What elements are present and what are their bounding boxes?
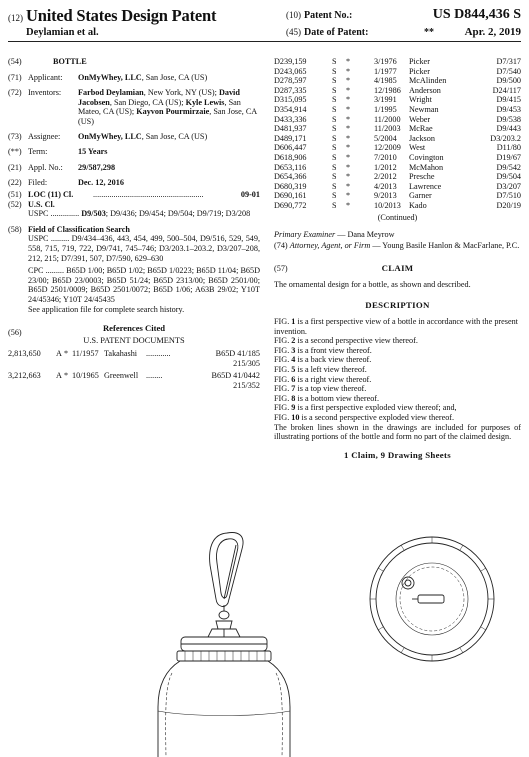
cited-reference-row: [274, 57, 521, 67]
fig-number: 9: [291, 403, 296, 413]
cited-class: D9/500: [496, 76, 521, 86]
cpc-label: CPC: [28, 266, 44, 276]
fig-number: 5: [291, 365, 296, 375]
cited-star: *: [346, 172, 351, 182]
figure-description: [274, 346, 521, 356]
cited-kind: S: [332, 85, 337, 95]
cited-class: D20/19: [496, 200, 521, 210]
inventor-3-loc: , San Mateo, CA (US);: [78, 97, 241, 117]
cited-class: D7/510: [496, 191, 521, 201]
assignee-label: Assignee:: [28, 131, 61, 141]
cited-date: 10/2013: [374, 200, 401, 210]
uspc-rest: ; D9/436; D9/454; D9/504; D9/719; D3/208: [105, 209, 251, 219]
cited-date: 2/2012: [374, 172, 397, 182]
term-value: 15 Years: [78, 147, 108, 157]
cited-date: 4/1985: [374, 76, 397, 86]
cited-name: Picker: [409, 57, 430, 66]
patent-number-label: Patent No.:: [304, 10, 353, 21]
loc-value: 09-01: [240, 189, 260, 199]
right-column: [274, 57, 521, 466]
search-label: Field of Classification Search: [28, 224, 130, 234]
figure-description: [274, 317, 521, 336]
figure-descriptions: [274, 317, 521, 423]
cited-reference-row: [274, 67, 521, 77]
header-inventors: Deylamian et al.: [26, 27, 99, 38]
cited-star: *: [346, 152, 351, 162]
field-loc: [8, 190, 260, 200]
cited-date: 5/2004: [374, 133, 397, 143]
cited-number: D481,937: [274, 124, 307, 134]
cited-star: *: [346, 162, 351, 172]
doc-kind-code: (12): [8, 13, 23, 23]
claim-block: [274, 264, 521, 289]
cited-name: Garner: [409, 191, 432, 201]
cited-star: *: [346, 76, 351, 86]
bottle-design-drawing: [150, 525, 522, 757]
cited-name: Covington: [409, 152, 444, 162]
search-history-note: See application file for complete search history.: [28, 305, 185, 315]
cited-star: *: [346, 181, 351, 191]
cited-number: D278,597: [274, 76, 307, 86]
cited-star: *: [346, 143, 351, 153]
fig-text: is a bottom view thereof.: [295, 393, 380, 403]
cited-date: 12/2009: [374, 143, 401, 153]
reference-class-secondary: 215/352: [233, 381, 260, 391]
cited-name: McAlinden: [409, 76, 447, 86]
uspc-main: D9/503: [81, 209, 106, 219]
loc-label: LOC (11) Cl.: [28, 189, 74, 199]
cited-kind: S: [332, 95, 337, 105]
patent-number-row: [286, 7, 521, 22]
design-title: BOTTLE: [53, 57, 87, 66]
reference-class-secondary: 215/305: [233, 358, 260, 368]
cited-star: *: [346, 200, 351, 210]
cited-class: D9/538: [496, 114, 521, 124]
cited-class: D9/443: [496, 124, 521, 134]
field-title: [8, 57, 260, 67]
header-rule: [8, 41, 521, 42]
cited-name: Picker: [409, 66, 430, 76]
date-row: [286, 27, 521, 38]
patent-date: Apr. 2, 2019: [464, 26, 521, 38]
cited-class: D11/80: [496, 143, 521, 153]
filed-date: Dec. 12, 2016: [78, 178, 124, 188]
search-uspc-dots: .........: [50, 234, 70, 244]
field-uscl: [8, 200, 260, 210]
cited-date: 9/2013: [374, 191, 397, 201]
term-label: Term:: [28, 147, 48, 157]
cited-date: 3/1976: [374, 57, 397, 66]
fig-number: 7: [291, 384, 296, 394]
figure-description: [274, 355, 521, 365]
claim-text: The ornamental design for a bottle, as shown and described.: [274, 279, 471, 289]
loc-dots: ......................................................: [93, 189, 204, 199]
examiner-label: Primary Examiner: [274, 230, 336, 240]
cited-name: Anderson: [409, 85, 441, 95]
cited-class: D7/540: [496, 66, 521, 76]
cited-date: 12/1986: [374, 85, 401, 95]
cited-kind: S: [332, 114, 337, 124]
cited-number: D354,914: [274, 104, 307, 114]
examiner-line: [274, 230, 521, 240]
fig-text: is a second perspective exploded view thereof.: [299, 413, 455, 422]
assignee-name: OnMyWhey, LLC: [78, 131, 142, 141]
code-51: (51): [8, 189, 22, 199]
applicant-label: Applicant:: [28, 72, 63, 82]
attorney-label: Attorney, Agent, or Firm: [289, 240, 371, 250]
filed-label: Filed:: [28, 178, 48, 188]
code-71: (71): [8, 72, 22, 82]
applicant-name: OnMyWhey, LLC: [78, 72, 142, 82]
cited-name: Kado: [409, 200, 427, 210]
cited-reference-row: [274, 124, 521, 134]
attorney-line: [274, 241, 521, 251]
field-assignee: [8, 132, 260, 142]
figure-description: [274, 384, 521, 394]
code-73: (73): [8, 131, 22, 141]
fig-number: 1: [291, 317, 296, 327]
date-stars: **: [424, 27, 434, 38]
cited-class: D7/317: [496, 57, 521, 66]
fig-text: is a second perspective view thereof.: [295, 336, 418, 346]
cited-name: Newman: [409, 104, 439, 114]
cited-date: 4/2013: [374, 181, 397, 191]
cited-star: *: [346, 57, 351, 66]
reference-dots: ............: [146, 349, 171, 359]
inventor-3: Kyle Lewis: [185, 97, 225, 107]
inventor-2: David Jacobsen: [78, 88, 240, 107]
cited-class: D9/453: [496, 104, 521, 114]
cited-number: D239,159: [274, 57, 307, 66]
cpc-dots: .........: [45, 266, 65, 276]
inventors-label: Inventors:: [28, 88, 62, 98]
cited-kind: S: [332, 76, 337, 86]
fig-number: 10: [291, 413, 300, 422]
cited-class: D19/67: [496, 152, 521, 162]
description-heading: DESCRIPTION: [365, 300, 430, 311]
figure-description: [274, 413, 521, 423]
fig-number: 4: [291, 355, 296, 365]
reference-date: 11/1957: [72, 349, 99, 359]
figure-description: [274, 365, 521, 375]
fig-number: 2: [291, 336, 296, 346]
assignee-location: , San Jose, CA (US): [141, 131, 208, 141]
field-filed: [8, 178, 260, 188]
us-patent-documents-heading: U.S. PATENT DOCUMENTS: [83, 335, 185, 345]
cited-kind: S: [332, 133, 337, 143]
patent-number: US D844,436 S: [432, 7, 521, 22]
claims-sheets-summary: 1 Claim, 9 Drawing Sheets: [344, 449, 451, 460]
patent-number-code: (10): [286, 10, 301, 20]
inventor-1: Farbod Deylamian: [78, 88, 144, 98]
fig-prefix: FIG.: [274, 393, 292, 403]
cited-star: *: [346, 124, 351, 134]
code-57: (57): [274, 264, 288, 274]
cited-name: Presche: [409, 172, 435, 182]
cited-class: D9/504: [496, 172, 521, 182]
cited-class: D24/117: [492, 85, 521, 95]
attorney-name: — Young Basile Hanlon & MacFarlane, P.C.: [370, 240, 520, 250]
reference-star: *: [64, 349, 69, 359]
references-heading: References Cited: [102, 323, 166, 334]
field-applicant: [8, 73, 260, 83]
fig-text: is a top view thereof.: [295, 384, 367, 394]
appl-number: 29/587,298: [78, 162, 116, 172]
cited-date: 3/1991: [374, 95, 397, 105]
figure-description: [274, 375, 521, 385]
reference-kind: A: [56, 349, 62, 359]
cited-reference-row: [274, 105, 521, 115]
bottle-body-drawing: [158, 661, 290, 757]
cited-star: *: [346, 191, 351, 201]
cited-reference-row: [274, 201, 521, 211]
cited-reference-row: [274, 143, 521, 153]
code-52: (52): [8, 199, 22, 209]
cited-name: West: [409, 143, 426, 153]
cited-references-list: [274, 57, 521, 211]
fig-text: is a first perspective view of a bottle in accordance with the present invention.: [274, 317, 518, 336]
fig-text: is a left view thereof.: [295, 365, 367, 375]
search-uspc: [8, 234, 260, 263]
inventor-1-loc: , New York, NY (US);: [143, 88, 217, 98]
cited-date: 1/1995: [374, 104, 397, 114]
figure-description: [274, 336, 521, 346]
cited-kind: S: [332, 191, 337, 201]
cited-number: D654,366: [274, 172, 307, 182]
cited-name: Jackson: [409, 133, 435, 143]
cited-reference-row: [274, 115, 521, 125]
continued-label: (Continued): [377, 212, 418, 222]
examiner-name: — Dana Meyrow: [335, 230, 395, 240]
figure-description: [274, 403, 521, 413]
cited-kind: S: [332, 57, 337, 66]
bottle-top-view-drawing: [370, 537, 494, 661]
cited-class: D3/207: [496, 181, 521, 191]
uspc-line: [8, 209, 260, 219]
cited-kind: S: [332, 200, 337, 210]
cited-reference-row: [274, 134, 521, 144]
cpc-classes: B65D 1/00; B65D 1/02; B65D 1/0223; B65D 11/04; B65D 23/00; B65D 23/0003; B65D 51/24; B65D 2313/00; B65D 2501/00; B65D 2501/0009; B65D 2501/0072; B65D 1/06; A63B 29/02; Y10T 24/45346; Y10T 24/45435: [28, 266, 261, 304]
carabiner-clip-drawing: [210, 533, 243, 637]
cited-class: D9/542: [496, 162, 521, 172]
fig-number: 6: [291, 374, 296, 384]
uspc-label: USPC: [28, 209, 49, 219]
applicant-location: , San Jose, CA (US): [141, 72, 208, 82]
cited-number: D690,161: [274, 191, 307, 201]
code-22: (22): [8, 178, 22, 188]
fig-number: 3: [291, 345, 296, 355]
cited-class: D9/415: [496, 95, 521, 105]
cited-kind: S: [332, 143, 337, 153]
patent-type-title: United States Design Patent: [26, 6, 217, 25]
code-56: (56): [8, 328, 22, 338]
fig-text: is a first perspective exploded view thereof; and,: [295, 403, 457, 413]
cited-kind: S: [332, 181, 337, 191]
claim-heading: CLAIM: [381, 263, 414, 274]
cited-reference-row: [274, 153, 521, 163]
left-column: [8, 57, 260, 394]
fig-text: is a back view thereof.: [295, 355, 372, 365]
cited-date: 1/2012: [374, 162, 397, 172]
inventor-4-loc: , San Jose, CA (US): [78, 107, 257, 126]
date-code: (45): [286, 27, 301, 37]
cited-reference-row: [274, 95, 521, 105]
cited-kind: S: [332, 124, 337, 134]
reference-star: *: [64, 371, 69, 381]
cited-date: 11/2000: [374, 114, 401, 124]
reference-entry: [8, 371, 260, 390]
cited-number: D433,336: [274, 114, 307, 124]
cited-name: Lawrence: [409, 181, 442, 191]
cited-kind: S: [332, 104, 337, 114]
code-term: (**): [8, 147, 22, 157]
cited-kind: S: [332, 162, 337, 172]
fig-prefix: FIG.: [274, 374, 292, 384]
inventor-4: Kayvon Pourmirzaie: [136, 107, 210, 117]
inventor-2-loc: , San Diego, CA (US);: [109, 97, 184, 107]
fig-prefix: FIG.: [274, 355, 292, 365]
code-21: (21): [8, 162, 22, 172]
fig-prefix: FIG.: [274, 413, 292, 422]
cited-date: 11/2003: [374, 124, 401, 134]
fig-number: 8: [291, 393, 296, 403]
reference-dots: ........: [146, 371, 163, 381]
fig-prefix: FIG.: [274, 336, 292, 346]
cited-reference-row: [274, 76, 521, 86]
code-72: (72): [8, 88, 22, 98]
references-list: [8, 349, 260, 390]
reference-name: Takahashi: [104, 349, 138, 359]
fig-text: is a front view thereof.: [295, 345, 372, 355]
cited-kind: S: [332, 172, 337, 182]
reference-number: 3,212,663: [8, 371, 41, 381]
field-term: [8, 147, 260, 157]
cited-name: McMahon: [409, 162, 444, 172]
fig-prefix: FIG.: [274, 384, 292, 394]
cited-name: McRae: [409, 124, 433, 134]
fig-prefix: FIG.: [274, 317, 292, 327]
cited-date: 1/1977: [374, 66, 397, 76]
search-uspc-classes: D9/434–436, 443, 454, 499, 500–504, D9/516, 529, 549, 558, 715, 719, 722, D9/741, 745–746; D3/203.1–203.2, D3/207–208, 212, 215; D7/391, 507, D7/590, 629–630: [28, 234, 261, 263]
cited-date: 7/2010: [374, 152, 397, 162]
cited-number: D653,116: [274, 162, 307, 172]
header-left: [8, 6, 216, 26]
reference-kind: A: [56, 371, 62, 381]
references-block: [8, 324, 260, 391]
cited-kind: S: [332, 66, 337, 76]
field-appl: [8, 163, 260, 173]
fig-text: is a right view thereof.: [295, 374, 372, 384]
reference-entry: [8, 349, 260, 368]
code-54: (54): [8, 57, 22, 66]
uspc-dots: ..............: [50, 209, 80, 219]
cited-star: *: [346, 104, 351, 114]
reference-name: Greenwell: [104, 371, 139, 381]
cited-number: D489,171: [274, 133, 307, 143]
reference-number: 2,813,650: [8, 349, 41, 359]
cited-star: *: [346, 114, 351, 124]
search-uspc-label: USPC: [28, 234, 49, 244]
cited-number: D680,319: [274, 181, 307, 191]
code-74: (74): [274, 240, 288, 250]
cited-number: D618,906: [274, 152, 307, 162]
fig-prefix: FIG.: [274, 403, 292, 413]
uscl-label: U.S. Cl.: [28, 199, 55, 209]
field-search: [8, 225, 260, 235]
code-58: (58): [8, 224, 22, 234]
cited-number: D690,772: [274, 200, 307, 210]
cited-reference-row: [274, 86, 521, 96]
cited-star: *: [346, 66, 351, 76]
cited-number: D315,095: [274, 95, 307, 105]
cited-name: Weber: [409, 114, 431, 124]
cited-star: *: [346, 95, 351, 105]
cited-star: *: [346, 133, 351, 143]
cited-reference-row: [274, 172, 521, 182]
reference-class: B65D 41/185: [215, 349, 260, 359]
broken-lines-note: The broken lines shown in the drawings are included for purposes of illustrating portions of the bottle and form no part of the claimed design.: [274, 422, 521, 442]
fig-prefix: FIG.: [274, 345, 292, 355]
cited-number: D287,335: [274, 85, 307, 95]
date-label: Date of Patent:: [304, 27, 369, 38]
cited-reference-row: [274, 163, 521, 173]
cited-name: Wright: [409, 95, 432, 105]
cited-kind: S: [332, 152, 337, 162]
figure-description: [274, 394, 521, 404]
cited-class: D3/203.2: [490, 133, 521, 143]
reference-date: 10/1965: [72, 371, 99, 381]
cited-number: D606,447: [274, 143, 307, 153]
appl-label: Appl. No.:: [28, 162, 63, 172]
cited-star: *: [346, 85, 351, 95]
search-cpc: [8, 266, 260, 304]
cited-number: D243,065: [274, 66, 307, 76]
fig-prefix: FIG.: [274, 365, 292, 375]
reference-class: B65D 41/0442: [211, 371, 260, 381]
cited-reference-row: [274, 182, 521, 192]
cited-reference-row: [274, 191, 521, 201]
field-inventors: [8, 88, 260, 126]
